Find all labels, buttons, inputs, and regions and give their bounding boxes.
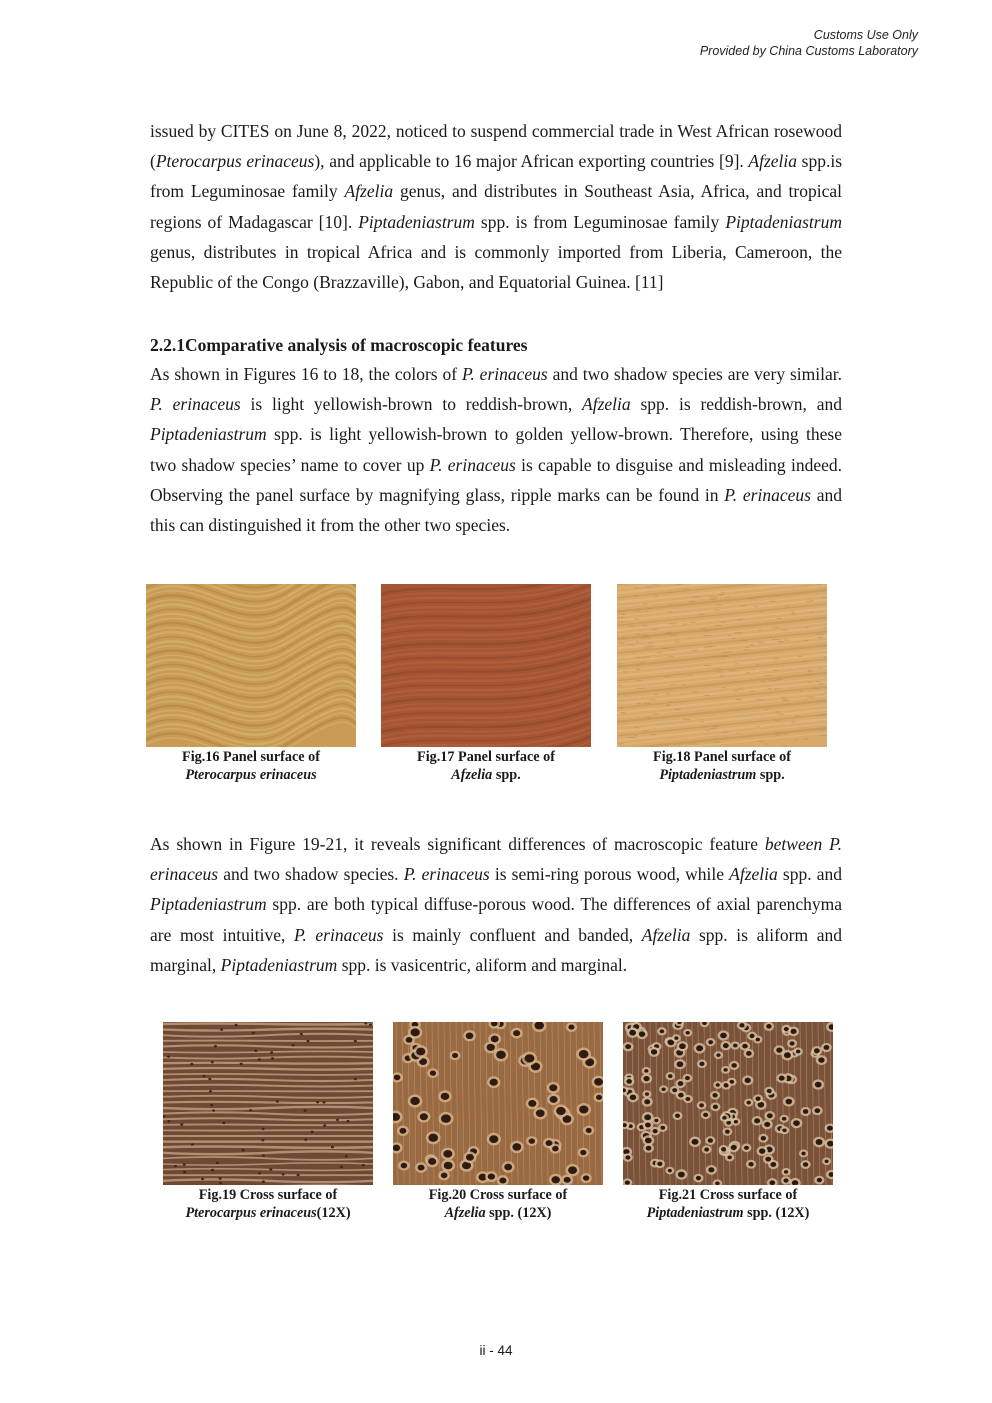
- section-heading: 2.2.1Comparative analysis of macroscopic features: [150, 335, 528, 355]
- caption-line: [617, 767, 827, 785]
- species-name: Afzelia: [729, 864, 778, 885]
- text-run: is mainly confluent and banded,: [383, 924, 642, 945]
- species-name: Piptadeniastrum: [150, 424, 267, 445]
- figure-caption: [163, 1187, 373, 1222]
- figure-caption: [617, 749, 827, 784]
- species-name: P. erinaceus: [429, 454, 516, 475]
- text-run: genus, and distributes in Southeast Asia, Africa, and tropical regions of Madagascar [10].: [150, 181, 842, 232]
- caption-line: [163, 1205, 373, 1223]
- page-header: [700, 28, 918, 59]
- wood-panel-image: [617, 584, 827, 747]
- species-name: Afzelia: [748, 151, 798, 172]
- wood-panel-image: [146, 584, 356, 747]
- text-run: spp. is from Leguminosae family: [474, 211, 726, 232]
- text-run: is semi-ring porous wood, while: [489, 864, 730, 885]
- species-name: P. erinaceus: [724, 484, 811, 505]
- text-run: As shown in Figure 19-21, it reveals significant differences of macroscopic feature: [150, 834, 765, 854]
- text-run: spp. is vasicentric, aliform and marginal.: [337, 954, 628, 975]
- text-run: and two shadow species.: [218, 864, 404, 885]
- paragraph-intro: [150, 116, 842, 297]
- caption-line: Fig.18 Panel surface of: [653, 749, 791, 765]
- species-name: Piptadeniastrum: [150, 894, 267, 915]
- figure-caption: [393, 1187, 603, 1222]
- text-run: is light yellowish-brown to reddish-brown,: [240, 394, 583, 415]
- caption-line: [381, 767, 591, 785]
- species-name: Afzelia: [344, 181, 394, 202]
- text-run: ), and applicable to 16 major African exporting countries [9].: [314, 151, 749, 172]
- figure-18: [617, 584, 827, 784]
- text-run: spp. is aliform and marginal,: [150, 924, 842, 975]
- figure-caption: [146, 749, 356, 784]
- header-line-2: Provided by China Customs Laboratory: [699, 43, 918, 58]
- caption-line: Fig.19 Cross surface of: [198, 1187, 338, 1203]
- figure-20: [393, 1022, 603, 1222]
- caption-line: [393, 1205, 603, 1223]
- figure-17: [381, 584, 591, 784]
- species-name: Afzelia: [641, 924, 691, 945]
- caption-species: Piptadeniastrum: [646, 1204, 744, 1221]
- caption-line: Fig.21 Cross surface of: [658, 1187, 798, 1203]
- text-run: is capable to disguise and misleading indeed. Observing the panel surface by magnifying glass, ripple marks can be found in: [150, 454, 842, 505]
- paragraph-colors: [150, 359, 842, 540]
- species-name: P. erinaceus: [403, 864, 490, 885]
- species-name: P. erinaceus: [461, 364, 548, 384]
- text-run: genus, distributes in tropical Africa and is commonly imported from Liberia, Cameroon, the Republic of the Congo (Brazzaville), Gabon, and Equatorial Guinea. [11]: [150, 241, 842, 293]
- caption-suffix: spp. (12X): [743, 1204, 810, 1221]
- caption-species: Pterocarpus erinaceus: [185, 766, 317, 783]
- species-name: Piptadeniastrum: [220, 954, 338, 975]
- caption-species: Afzelia: [451, 766, 493, 783]
- text-run: spp. are both typical diffuse-porous wood. The differences of axial parenchyma are most intuitive,: [150, 894, 842, 945]
- caption-species: Pterocarpus erinaceus: [185, 1204, 317, 1221]
- caption-species: Piptadeniastrum: [659, 766, 757, 783]
- species-name: P. erinaceus: [150, 394, 241, 415]
- species-name: Piptadeniastrum: [725, 211, 842, 232]
- text-run: issued by CITES on June 8, 2022, noticed to suspend commercial trade in West African rosewood (: [150, 121, 842, 172]
- caption-suffix: spp. (12X): [485, 1204, 552, 1221]
- caption-line: Fig.16 Panel surface of: [182, 749, 320, 765]
- caption-suffix: spp.: [756, 766, 785, 783]
- page-number: ii - 44: [479, 1343, 513, 1358]
- figure-16: [146, 584, 356, 784]
- figure-19: [163, 1022, 373, 1222]
- cross-section-image: [163, 1022, 373, 1185]
- text-run: spp. and: [777, 864, 843, 885]
- header-line-1: Customs Use Only: [813, 28, 918, 42]
- caption-line: Fig.20 Cross surface of: [428, 1187, 568, 1203]
- text-run: and this can distinguished it from the other two species.: [150, 484, 842, 536]
- cross-section-image: [393, 1022, 603, 1185]
- text-run: As shown in Figures 16 to 18, the colors of: [150, 364, 462, 384]
- caption-species: Afzelia: [444, 1204, 486, 1221]
- species-name: P. erinaceus: [293, 924, 384, 945]
- species-name: Afzelia: [582, 394, 631, 415]
- text-run: spp.is from Leguminosae family: [150, 151, 842, 202]
- cross-section-image: [623, 1022, 833, 1185]
- text-run: spp. is light yellowish-brown to golden yellow-brown. Therefore, using these two shadow species’ name to cover up: [150, 424, 842, 475]
- caption-line: [623, 1205, 833, 1223]
- caption-line: Fig.17 Panel surface of: [417, 749, 555, 765]
- wood-panel-image: [381, 584, 591, 747]
- text-run: spp. is reddish-brown, and: [630, 394, 843, 415]
- species-name: between P. erinaceus: [150, 834, 842, 885]
- species-name: Piptadeniastrum: [358, 211, 475, 232]
- species-name: Pterocarpus erinaceus: [155, 151, 315, 172]
- figure-21: [623, 1022, 833, 1222]
- paragraph-cross-section: [150, 829, 842, 980]
- caption-suffix: spp.: [492, 766, 521, 783]
- text-run: and two shadow species are very similar.: [547, 364, 842, 384]
- caption-suffix: (12X): [316, 1204, 351, 1221]
- figure-caption: [623, 1187, 833, 1222]
- caption-line: [146, 767, 356, 785]
- figure-caption: [381, 749, 591, 784]
